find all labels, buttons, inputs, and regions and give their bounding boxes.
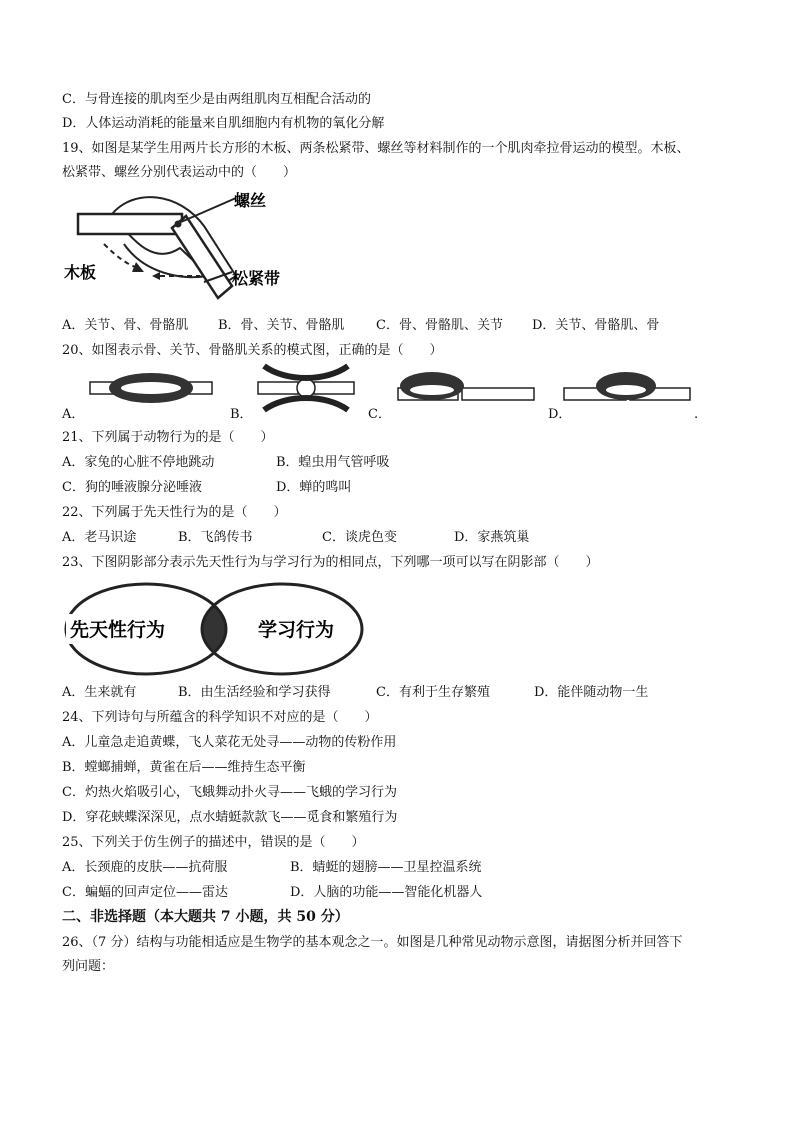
- q20-trailing-dot: .: [694, 407, 699, 422]
- screw: [175, 221, 182, 228]
- q18-option-d: D．人体运动消耗的能量来自肌细胞内有机物的氧化分解: [62, 116, 385, 131]
- q23-option-c: C．有利于生存繁殖: [376, 685, 490, 700]
- q21-option-d: D．蝉的鸣叫: [276, 480, 352, 495]
- q20-option-c-label: C．: [368, 407, 391, 422]
- q19-option-d: D．关节、骨骼肌、骨: [532, 318, 660, 333]
- q24-option-b: B．螳螂捕蝉，黄雀在后——维持生态平衡: [62, 760, 306, 775]
- q25-stem: 25、下列关于仿生例子的描述中，错误的是（ ）: [62, 835, 365, 850]
- q22-stem: 22、下列属于先天性行为的是（ ）: [62, 505, 287, 520]
- q20-figure-d: [560, 366, 692, 412]
- label-plank: 木板: [64, 263, 97, 282]
- q26-stem-line1: 26、（7 分）结构与功能相适应是生物学的基本观念之一。如图是几种常见动物示意图，请据图分析并回答下: [62, 935, 683, 950]
- q20-stem: 20、如图表示骨、关节、骨骼肌关系的模式图，正确的是（ ）: [62, 343, 443, 358]
- label-band: 松紧带: [232, 269, 281, 288]
- q25-option-a: A．长颈鹿的皮肤——抗荷服: [62, 860, 228, 875]
- q20-option-a-label: A．: [62, 407, 85, 422]
- q19-stem-line2: 松紧带、螺丝分别代表运动中的（ ）: [62, 165, 297, 180]
- q21-option-c: C．狗的唾液腺分泌唾液: [62, 480, 202, 495]
- q24-option-c: C．灼热火焰吸引心，飞蛾舞动扑火寻——飞蛾的学习行为: [62, 785, 397, 800]
- q20-figure-b: [256, 362, 356, 414]
- q23-stem: 23、下图阴影部分表示先天性行为与学习行为的相同点，下列哪一项可以写在阴影部（ ）: [62, 555, 599, 570]
- q23-venn-figure: [62, 580, 366, 678]
- q19-option-c: C．骨、骨骼肌、关节: [376, 318, 503, 333]
- q25-option-d: D．人脑的功能——智能化机器人: [290, 885, 483, 900]
- q22-option-c: C．谈虎色变: [322, 530, 397, 545]
- q20-option-d-label: D．: [548, 407, 572, 422]
- q22-option-b: B．飞鸽传书: [178, 530, 253, 545]
- q19-stem-line1: 19、如图是某学生用两片长方形的木板、两条松紧带、螺丝等材料制作的一个肌肉牵拉骨运动的模型。木板、: [62, 141, 690, 156]
- q23-option-a: A．生来就有: [62, 685, 137, 700]
- upper-plank: [78, 214, 182, 234]
- q23-option-b: B．由生活经验和学习获得: [178, 685, 331, 700]
- venn-left-label: 先天性行为: [70, 619, 166, 641]
- q21-option-a: A．家兔的心脏不停地跳动: [62, 455, 215, 470]
- q20-figure-c: [394, 366, 536, 412]
- q22-option-a: A．老马识途: [62, 530, 137, 545]
- q24-stem: 24、下列诗句与所蕴含的科学知识不对应的是（ ）: [62, 710, 378, 725]
- q23-option-d: D．能伴随动物一生: [534, 685, 649, 700]
- q24-option-d: D．穿花蛱蝶深深见，点水蜻蜓款款飞——觅食和繁殖行为: [62, 810, 398, 825]
- q20-figure-a: [88, 366, 214, 412]
- q21-stem: 21、下列属于动物行为的是（ ）: [62, 430, 274, 445]
- section-two-heading: 二、非选择题（本大题共 7 小题，共 50 分）: [62, 909, 349, 925]
- q21-option-b: B．蝗虫用气管呼吸: [276, 455, 390, 470]
- q19-option-a: A．关节、骨、骨骼肌: [62, 318, 189, 333]
- q19-option-b: B．骨、关节、骨骼肌: [218, 318, 345, 333]
- label-screw: 螺丝: [234, 191, 267, 210]
- q24-option-a: A．儿童急走追黄蝶，飞人菜花无处寻——动物的传粉作用: [62, 735, 397, 750]
- q25-option-c: C．蝙蝠的回声定位——雷达: [62, 885, 228, 900]
- q25-option-b: B．蜻蜓的翅膀——卫星控温系统: [290, 860, 482, 875]
- q19-model-figure: [64, 186, 294, 306]
- q20-option-b-label: B．: [230, 407, 253, 422]
- venn-right-label: 学习行为: [258, 619, 335, 641]
- q26-stem-line2: 列问题：: [62, 959, 115, 974]
- q22-option-d: D．家燕筑巢: [454, 530, 530, 545]
- q18-option-c: C．与骨连接的肌肉至少是由两组肌肉互相配合活动的: [62, 92, 371, 107]
